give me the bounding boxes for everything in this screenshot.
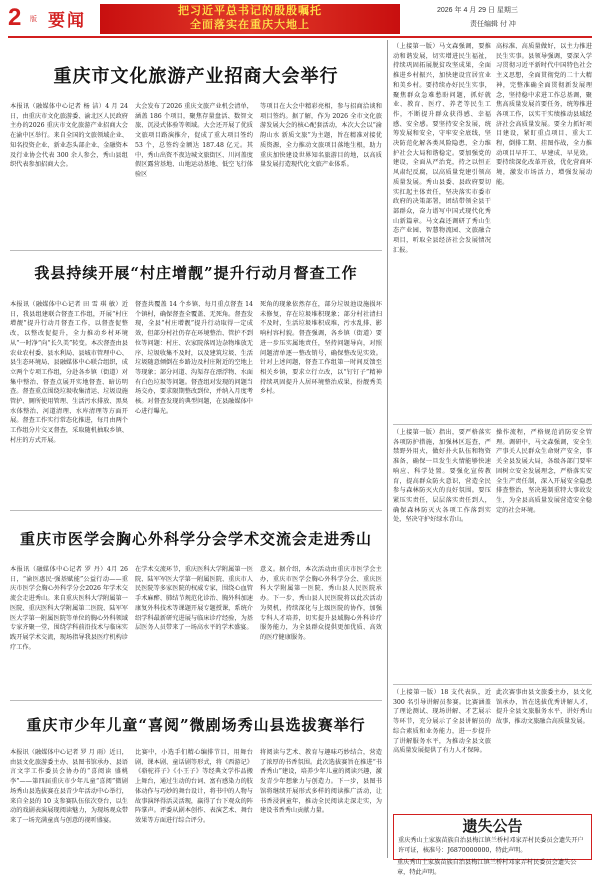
article-3-col-3: 意义。据介绍，本次活动由重庆市医学会主办，重庆市医学会胸心外科学分会、重庆医科大学附属第一医院、秀山县人民医院承办。下一步，秀山县人民医院将以此次活动为契机，持续深化与上级医院的协作，加强专科人才培养，切实提升县域胸心外科诊疗服务能力，为全县群众提供更加优质、高效的医疗健康服务。 <box>260 566 382 641</box>
lost-notice-line-2: 重庆秀山土家族苗族自治县梅江镇兰桥村邓家弄村民委员会遗失公章，特此声明。 <box>397 859 577 876</box>
sidebar-3-col-2: 此次赛事由县文旅委主办，县文化馆承办，旨在选拔优秀讲解人才，提升全县文旅服务水平，讲好秀山故事，推动文旅融合高质量发展。 <box>496 689 592 726</box>
slogan-line-1: 把习近平总书记的殷殷嘱托 <box>178 4 322 17</box>
sidebar-2-col-2: 操作流程，严格规范消防安全管理。调研中，马文森强调，安全生产事关人民群众生命财产安全，事关全县发展大局，各级各部门要牢固树立安全发展理念，严格落实安全生产责任制，深入开展安全隐患排查整治，坚决遏制重特大事故发生，为全县高质量发展营造安全稳定的社会环境。 <box>496 429 592 514</box>
editor-credit: 责任编辑 付 冲 <box>470 21 516 28</box>
article-3-title: 重庆市医学会胸心外科学分会学术交流会走进秀山 <box>19 530 372 548</box>
page-number: 2 <box>8 4 22 31</box>
sidebar-2-col-1: （上接第一版）指出，要严格落实各项防护措施，加强林区巡查，严禁野外用火，做好扑火队伍和物资准备，确保一旦发生火情能够快速响应、科学处置。要强化宣传教育，提高群众防火意识，营造全民参与森林防灭火的良好氛围。要压紧压实责任，层层落实责任到人，确保森林防灭火各项工作落到实处，坚决守护好绿水青山。 <box>393 429 491 524</box>
sidebar-3-col-1: （上接第一版）18 支代表队，近300 名引导讲解员参赛。比赛涵盖了理论测试、现场讲解、才艺展示等环节，充分展示了全县讲解员的综合素质和业务能力，进一步提升了讲解服务水平，为推动全县文旅高质量发展提供了有力人才保障。 <box>393 689 491 755</box>
article-divider <box>10 700 382 701</box>
article-divider <box>10 510 382 511</box>
article-3-col-2: 在学术交流环节，重庆医科大学附属第一医院、陆军军医大学第一附属医院、重庆市人民医院等多家医院的权威专家，围绕心血管手术麻醉、肺结节规范化诊治、胸外科加速康复外科技术等课题开展专题授课，系统介绍学科最新研究进展与临床诊疗经验，为基层医务人员带来了一场高水平的学术盛宴。 <box>135 566 253 632</box>
sidebar-divider <box>393 424 592 425</box>
page-label: 版 <box>30 15 37 23</box>
article-4-title: 重庆市少年儿童“喜阅”微剧场秀山县选拔赛举行 <box>26 716 366 734</box>
header-divider <box>8 36 592 38</box>
sidebar-1-col-2: 高标准、高质量做好，以主力推进民生实事。县领导强调，要深入学习贯彻习近平新时代中国特色社会主义思想，全面贯彻党的二十大精神，完整准确全面贯彻新发展理念，坚持稳中求进工作总基调，聚焦高质量发展首要任务，统筹推进各项工作，以实干实绩推动县域经济社会高质量发展。要全力抓好项目建设，紧盯重点项目、重大工程，倒排工期、挂图作战，全力推动项目早开工、早建成、早见效。要持续深化改革开放，优化营商环境，激发市场活力，增强发展动能。 <box>496 43 592 186</box>
lost-notice-title: 遗失公告 <box>462 817 523 835</box>
article-2-title: 我县持续开展“村庄增靓”提升行动月督查工作 <box>34 264 358 282</box>
article-4-col-1: 本报讯（融媒体中心记者 罗 月 雨）近日，由县文化旅游委主办、县图书馆承办、县语言文字工作委员会协办的“喜阅读 盛桃李”——第四届重庆市少年儿童“喜阅”微剧场秀山县选拔赛在县青少年活动中心举行，来自全县的 10 支参赛队伍依次登台，以生动的戏剧表演展现阅读魅力，为现场观众带来了一场充满童真与创意的视听盛宴。 <box>10 749 128 824</box>
slogan-banner <box>100 4 400 34</box>
article-2-col-3: 死角的现象依然存在，部分垃圾池设施损坏未修复，存在垃圾堆积现象；部分村社清扫不及时，生活垃圾堆积成堆，污水乱排、影响村容村貌。督查强调，各乡镇（街道）要进一步压实属地责任，坚持问题导向，对照问题清单逐一整改销号，确保整改见实效。针对上述问题，督查工作组第一时间反馈至相关乡镇，要求立行立改，以“钉钉子”精神持续巩固提升人居环境整治成果，扮靓秀美乡村。 <box>260 301 382 396</box>
column-divider <box>387 40 388 858</box>
article-4-col-3: 将阅读与艺术、教育与趣味巧妙结合，营造了浓厚的书香氛围。此次选拔赛旨在推进“书香秀山”建设，培养少年儿童的阅读兴趣，激发青少年想象力与创造力。下一步，县图书馆将继续开展形式多样的阅读推广活动，让书香浸润童年，推动全民阅读走深走实，为建设书香秀山贡献力量。 <box>260 749 382 815</box>
article-4-col-2: 比赛中，小选手们精心编排节目，用舞台剧、课本剧、童话剧等形式，将《西游记》《骆驼祥子》《小王子》等经典文学作品搬上舞台，通过生动的台词、富有感染力的肢体动作与巧妙的舞台设计，将书中的人物与故事演绎得活灵活现，赢得了台下观众的阵阵掌声。评委从剧本创作、表演艺术、舞台效果等方面进行综合评分。 <box>135 749 253 824</box>
article-2-col-2: 督查共覆盖 14 个乡镇、每月重点督查 14 个镇村，确保督查全覆盖、无死角。督查发现，全县“村庄增靓”提升行动取得一定成效，但部分村社仍存在环境整治、管护不到位等问题：村庄、农家院落周边杂物堆放无序、垃圾收集不及时，以及建筑垃圾、生活垃圾随意倾倒在乡路边及村庄附近的空地上等现象；部分河道、沟渠存在漂浮物、水面有白色垃圾等问题。督查组对发现的问题当场交办，要求限期整改到位，并纳入月度考核。对督查发现的典型问题，在县融媒体中心进行曝光。 <box>135 301 253 415</box>
lost-notice-line-1: 重庆秀山土家族苗族自治县梅江镇兰桥村邓家弄村民委员会遗失开户许可证，核准号：J6870000000，特此声明。 <box>398 837 584 854</box>
slogan-line-2: 全面落实在重庆大地上 <box>190 18 310 31</box>
article-1-col-1: 本报讯（融媒体中心记者 杨 洁）4 月 24 日，由重庆市文化旅游委、渝北区人民政府主办的2026 重庆市文化旅游产业招商大会在渝中区举行。来自全国的文旅领域企业、知名投资企业、新业态头部企业、金融资本及行业协会代表 300 余人参会，秀山县组织代表参加招商大会。 <box>10 103 128 169</box>
sidebar-divider <box>393 684 592 685</box>
page-header <box>0 0 600 36</box>
article-1-title: 重庆市文化旅游产业招商大会举行 <box>53 66 339 87</box>
article-1-col-3: 等项目在大会中精彩亮相，参与招商洽谈和项目签约。据了解，作为 2026 全市文化旅游发展大会的核心配套活动，本次大会以“渝韵山水 新质文旅”为主题，旨在精准对接优质资源，全力推动文旅项目落地生根，助力重庆加快建设世界知名旅游目的地，以高质量发展打造现代化文旅产业体系。 <box>260 103 382 169</box>
sidebar-1-col-1: （上接第一版）马文森强调，要推动和谐发展，切实增进民生福祉，持续巩固拓展脱贫攻坚成果，全面推进乡村振兴，加快建设宜居宜业和美乡村。要持续办好民生实事，聚焦群众急难愁盼问题，抓好就业、教育、医疗、养老等民生工作，不断提升群众获得感、幸福感、安全感。要坚持安全发展，统筹发展和安全，守牢安全底线，坚决防范化解各类风险隐患，全力维护社会大局和谐稳定。要加强党的建设，全面从严治党，持之以恒正风肃纪反腐，以高质量党建引领高质量发展。秀山县委、县政府要切实扛起主体责任，坚决落实市委市政府的决策部署，团结带领全县干部群众，奋力谱写中国式现代化秀山新篇章。马文森还调研了秀山生态产业园、智慧物流园、文旅融合项目，听取全县经济社会发展情况汇报。 <box>393 43 491 254</box>
section-title: 要闻 <box>48 11 86 31</box>
article-2-col-1: 本报讯（融媒体中心记者 田 雪 琪 敏）近日，我县组建联合督查工作组，开展“村庄增靓”提升行动月督查工作，以督查促整改，以整改促提升，全力推动乡村环境从“一时净”向“长久美”转变。本次督查由县农业农村委、县水利局、县城市管理中心、县生态环境局、县融媒体中心联合组织，成立两个专项工作组，分赴各乡镇（街道）对集中整治、督查点展开实地督查、暗访明查。督查重点围绕垃圾收集清运、垃圾设施管护、厕所使用管理、生活污水排放、黑臭水体整治、河道清理、水库清理等方面开展。督查工作实行常态化推进，每月由两个工作组分片交叉督查，采取随机抽取乡镇、村庄的方式开展。 <box>10 301 128 444</box>
issue-date: 2026 年 4 月 29 日 星期三 <box>437 7 518 14</box>
article-1-col-2: 大会发布了2026 重庆文旅产业机会清单，涵盖 186 个项目，聚焦存量盘活、数智文旅、沉浸式体验等领域。大会还开展了优质文旅项目路演推介，促成了重大项目签约 53 个，总签约金额达 187.48 亿元。其中，秀山出资不夜边城文旅街区、川河盖度假区露营基地、山地运动基地、低空飞行体验区 <box>135 103 253 178</box>
lost-notice-box <box>393 814 592 860</box>
article-3-col-1: 本报讯（融媒体中心记者 罗 丹）4月 26 日，“渝医惠民·强基赋能”公益行动——重庆市医学会胸心外科学分会2026 年学术交流会走进秀山。来自重庆医科大学附属第一医院、重庆医科大学附属第二医院、陆军军医大学第一附属医院等单位的胸心外科领域专家齐聚一堂，围绕学科前沿技术与临床实践开展学术交流，现场指导我县医疗机构诊疗工作。 <box>10 566 128 651</box>
article-divider <box>10 250 382 251</box>
